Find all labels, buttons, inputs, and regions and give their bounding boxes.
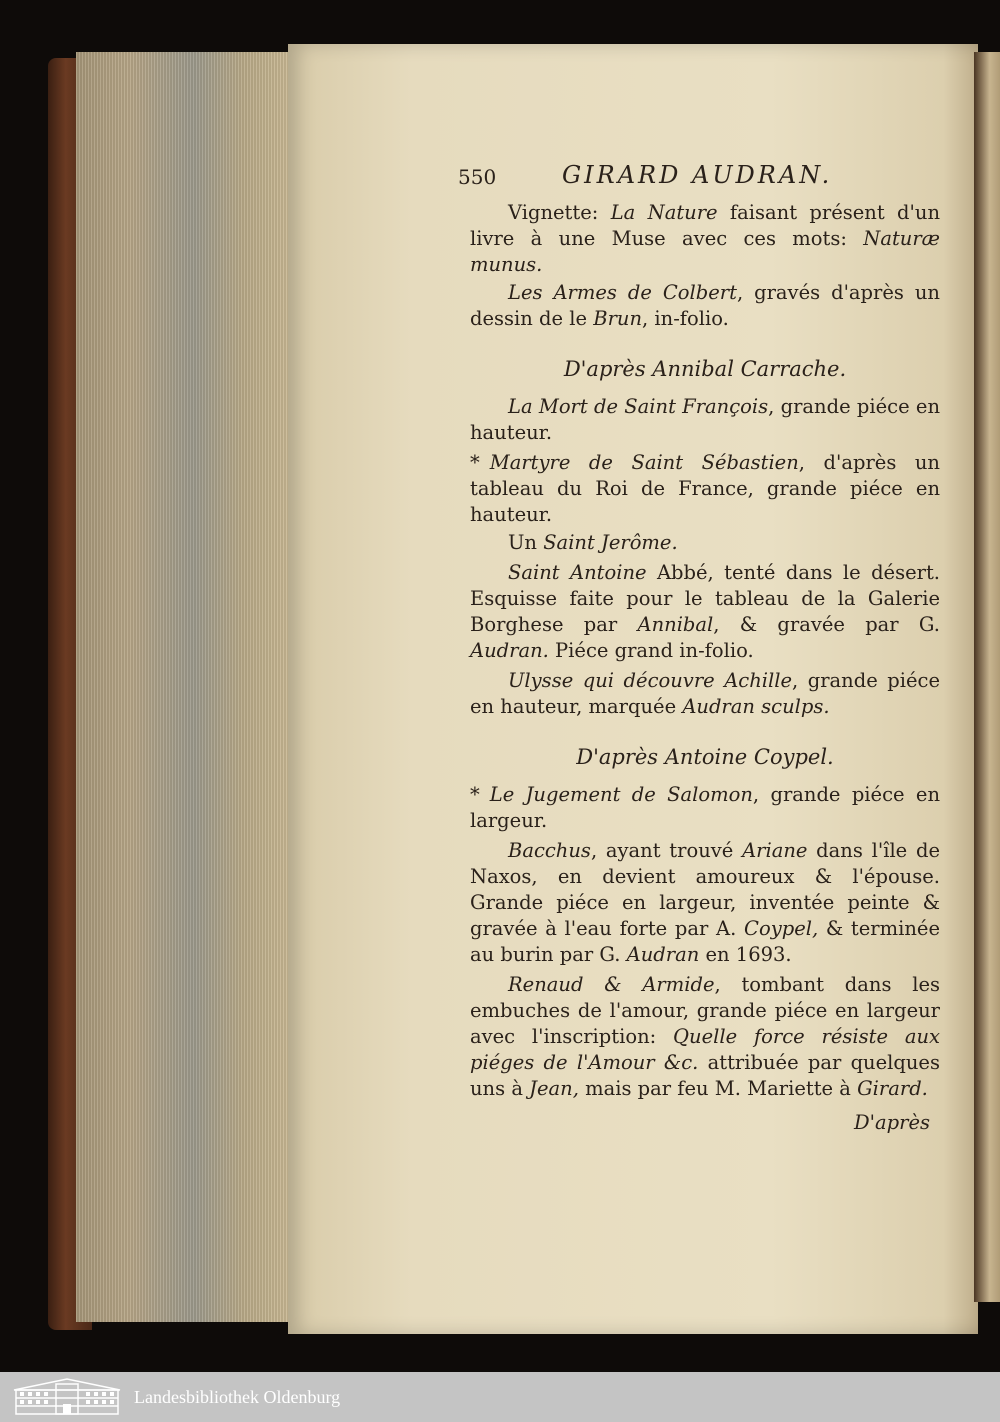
library-building-logo (10, 1376, 124, 1416)
library-footer-bar (0, 1372, 1000, 1422)
paragraph-armes-colbert: Les Armes de Colbert, gravés d'après un dessin de le Brun, in-folio. (470, 281, 940, 330)
asterisk-mark: * (470, 451, 480, 474)
library-name: Landesbibliothek Oldenburg (134, 1387, 341, 1407)
page-number: 550 (458, 165, 497, 189)
page-text (458, 156, 940, 1136)
section-heading-carrache: D'après Annibal Carrache. (563, 357, 847, 381)
paragraph-ulysse: Ulysse qui découvre Achille, grande piéce en hauteur, marquée Audran sculps. (470, 669, 940, 718)
catchword-line (470, 1106, 940, 1136)
paragraph-saint-jerome: Un Saint Jerôme. (508, 531, 678, 554)
page-stack-edge (76, 52, 290, 1322)
paragraph-vignette: Vignette: La Nature faisant présent d'un livre à une Muse avec ces mots: Naturæ munus. (470, 201, 940, 276)
asterisk-mark: * (470, 783, 480, 806)
catchword: D'après (854, 1111, 930, 1134)
paragraph-renaud-armide: Renaud & Armide, tombant dans les embuches de l'amour, grande piéce en largeur avec l'inscription: Quelle force résiste aux piéges de l'Amour &c. attribuée par quelques uns à Jean, mais par feu M. Mariette à Girard. (470, 973, 940, 1100)
section-heading-coypel: D'après Antoine Coypel. (576, 745, 834, 769)
paragraph-mort-saint-francois: La Mort de Saint François, grande piéce en hauteur. (470, 395, 940, 444)
paragraph-jugement-salomon: * Le Jugement de Salomon, grande piéce en largeur. (470, 783, 940, 832)
paragraph-saint-antoine: Saint Antoine Abbé, tenté dans le désert. Esquisse faite pour le tableau de la Galerie Borghese par Annibal, & gravée par G. Audran. Piéce grand in-folio. (470, 561, 940, 662)
running-header (458, 156, 940, 200)
paragraph-bacchus: Bacchus, ayant trouvé Ariane dans l'île de Naxos, en devient amoureux & l'épouse. Grande piéce en largeur, inventée peinte & gravée à l'eau forte par A. Coypel, & terminée au burin par G. Audran en 1693. (470, 839, 940, 966)
running-title: GIRARD AUDRAN. (562, 161, 833, 189)
paragraph-martyre-sebastien: * Martyre de Saint Sébastien, d'après un tableau du Roi de France, grande piéce en hauteur. (470, 451, 940, 526)
facing-page-edge (974, 52, 1000, 1302)
